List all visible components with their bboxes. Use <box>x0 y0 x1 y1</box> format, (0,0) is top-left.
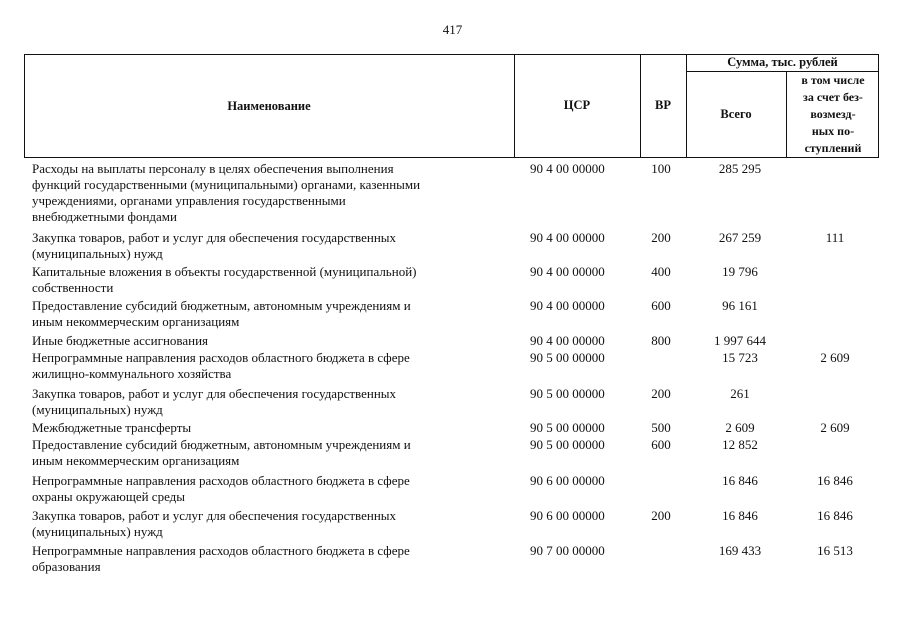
row-csr: 90 5 00 00000 <box>530 386 605 401</box>
row-name-line: Межбюджетные трансферты <box>32 420 192 435</box>
row-vr: 200 <box>651 230 671 245</box>
row-name-line: охраны окружающей среды <box>32 489 186 504</box>
row-vr: 500 <box>651 420 671 435</box>
row-total: 2 609 <box>725 420 755 435</box>
row-free: 111 <box>825 230 845 245</box>
row-name-line: образования <box>32 559 101 574</box>
row-total: 19 796 <box>722 264 758 279</box>
row-vr: 200 <box>651 508 671 523</box>
row-free: 16 513 <box>817 543 853 558</box>
row-free: 16 846 <box>817 473 853 488</box>
row-name <box>32 350 502 382</box>
header-border-bottom <box>24 157 879 158</box>
row-name <box>32 473 502 505</box>
row-total: 16 846 <box>722 473 758 488</box>
page-number: 417 <box>442 22 463 37</box>
row-free: 2 609 <box>820 420 850 435</box>
row-total: 261 <box>730 386 750 401</box>
header-free-line: в том числе <box>801 73 865 87</box>
row-name-line: (муниципальных) нужд <box>32 524 163 539</box>
row-name-line: иным некоммерческим организациям <box>32 314 240 329</box>
header-name: Наименование <box>227 99 311 113</box>
row-csr: 90 5 00 00000 <box>530 420 605 435</box>
row-total: 12 852 <box>722 437 758 452</box>
row-name-line: Закупка товаров, работ и услуг для обеспечения государственных <box>32 508 397 523</box>
row-name <box>32 264 502 296</box>
row-total: 96 161 <box>722 298 758 313</box>
header-csr: ЦСР <box>563 98 591 112</box>
header-total: Всего <box>720 107 752 121</box>
row-total: 169 433 <box>718 543 762 558</box>
row-csr: 90 6 00 00000 <box>530 473 605 488</box>
row-name-line: Расходы на выплаты персоналу в целях обеспечения выполнения <box>32 161 394 176</box>
row-name <box>32 420 502 436</box>
row-total: 15 723 <box>722 350 758 365</box>
header-free-line: за счет без- <box>803 90 863 104</box>
row-total: 16 846 <box>722 508 758 523</box>
row-name <box>32 230 502 262</box>
row-csr: 90 4 00 00000 <box>530 230 605 245</box>
row-name <box>32 386 502 418</box>
row-name <box>32 161 502 225</box>
row-name-line: функций государственными (муниципальными) органами, казенными <box>32 177 421 192</box>
row-csr: 90 5 00 00000 <box>530 350 605 365</box>
row-name-line: жилищно-коммунального хозяйства <box>32 366 232 381</box>
row-csr: 90 5 00 00000 <box>530 437 605 452</box>
row-csr: 90 4 00 00000 <box>530 161 605 176</box>
row-csr: 90 6 00 00000 <box>530 508 605 523</box>
row-free: 16 846 <box>817 508 853 523</box>
row-name-line: Предоставление субсидий бюджетным, автономным учреждениям и <box>32 437 411 452</box>
row-name-line: Непрограммные направления расходов областного бюджета в сфере <box>32 350 410 365</box>
row-free: 2 609 <box>820 350 850 365</box>
row-vr: 200 <box>651 386 671 401</box>
row-name-line: (муниципальных) нужд <box>32 402 163 417</box>
row-name-line: Предоставление субсидий бюджетным, автономным учреждениям и <box>32 298 411 313</box>
row-name-line: Закупка товаров, работ и услуг для обеспечения государственных <box>32 230 397 245</box>
row-csr: 90 7 00 00000 <box>530 543 605 558</box>
header-sum-group: Сумма, тыс. рублей <box>727 55 838 69</box>
row-vr: 800 <box>651 333 671 348</box>
row-name-line: собственности <box>32 280 114 295</box>
header-free-line: ных по- <box>811 124 855 138</box>
row-name-line: Закупка товаров, работ и услуг для обеспечения государственных <box>32 386 397 401</box>
header-free-line: возмезд- <box>810 107 856 121</box>
row-vr: 600 <box>651 298 671 313</box>
row-name-line: учреждениями, органами управления государственными <box>32 193 346 208</box>
header-free-line: ступлений <box>804 141 862 155</box>
row-name-line: Иные бюджетные ассигнования <box>32 333 209 348</box>
row-name-line: иным некоммерческим организациям <box>32 453 240 468</box>
row-name-line: Непрограммные направления расходов областного бюджета в сфере <box>32 473 410 488</box>
row-name <box>32 298 502 330</box>
row-vr: 600 <box>651 437 671 452</box>
header-vr: ВР <box>655 98 671 112</box>
row-total: 1 997 644 <box>714 333 766 348</box>
row-vr: 400 <box>651 264 671 279</box>
row-vr: 100 <box>651 161 671 176</box>
row-name <box>32 508 502 540</box>
row-csr: 90 4 00 00000 <box>530 264 605 279</box>
row-name-line: (муниципальных) нужд <box>32 246 163 261</box>
row-name <box>32 437 502 469</box>
row-name <box>32 543 502 575</box>
row-total: 285 295 <box>718 161 762 176</box>
row-total: 267 259 <box>718 230 762 245</box>
row-name-line: Капитальные вложения в объекты государственной (муниципальной) <box>32 264 417 279</box>
row-name-line: Непрограммные направления расходов областного бюджета в сфере <box>32 543 410 558</box>
row-name <box>32 333 502 349</box>
row-csr: 90 4 00 00000 <box>530 333 605 348</box>
row-csr: 90 4 00 00000 <box>530 298 605 313</box>
row-name-line: внебюджетными фондами <box>32 209 177 224</box>
